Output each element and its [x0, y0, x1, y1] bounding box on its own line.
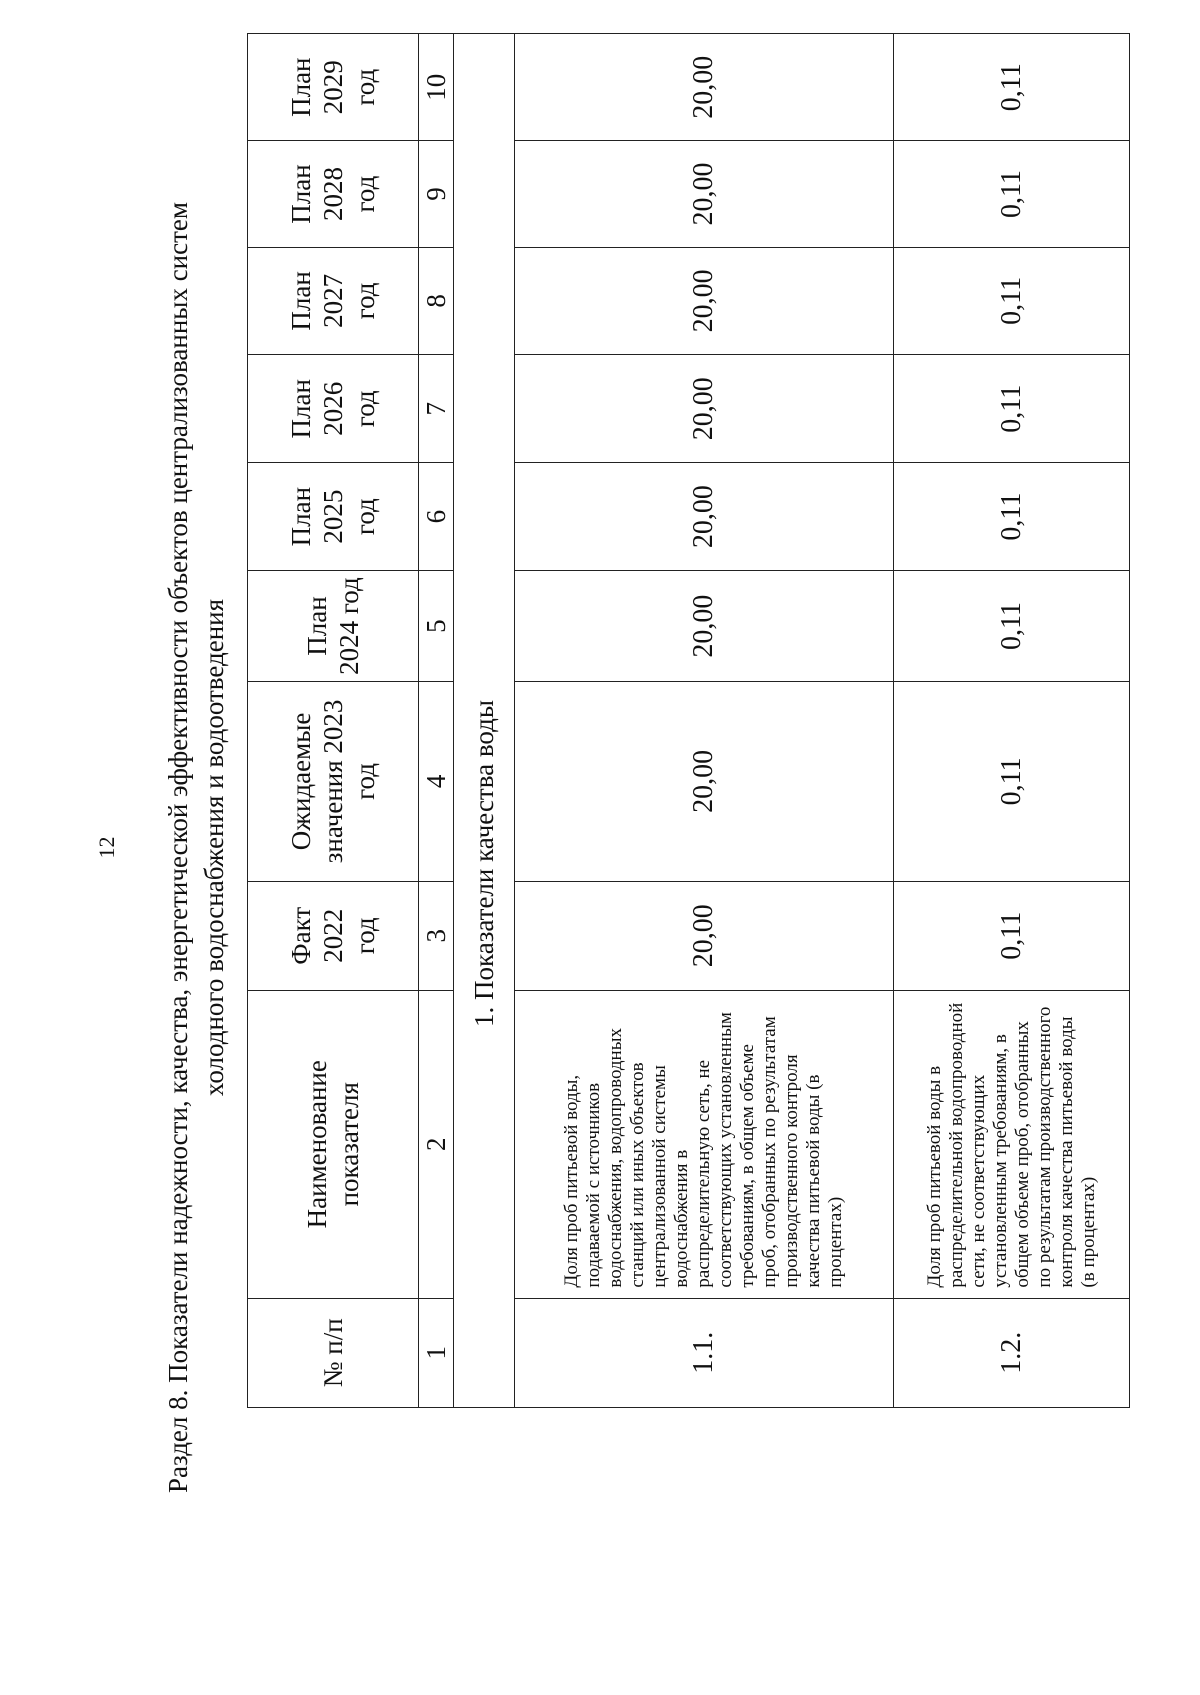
section-row — [454, 34, 515, 1408]
value-cell: 0,11 — [894, 570, 1130, 681]
value-cell: 20,00 — [515, 463, 894, 570]
value-cell: 0,11 — [894, 881, 1130, 990]
row-number: 1.1. — [515, 1298, 894, 1407]
column-number: 2 — [419, 990, 454, 1298]
header-cell: Наименование показателя — [248, 990, 419, 1298]
indicators-table — [247, 33, 1130, 1408]
column-number: 4 — [419, 682, 454, 881]
value-cell: 0,11 — [894, 463, 1130, 570]
column-number: 9 — [419, 141, 454, 247]
header-cell: План 2027 год — [248, 247, 419, 354]
header-cell: Ожидаемые значения 2023 год — [248, 682, 419, 881]
header-cell: План 2028 год — [248, 141, 419, 247]
title-line-1: Раздел 8. Показатели надежности, качества, энергетической эффективности объектов централизованных систем — [163, 202, 193, 1493]
column-number: 10 — [419, 34, 454, 141]
row-number: 1.2. — [894, 1298, 1130, 1407]
section-title — [160, 0, 232, 1695]
header-cell: Факт 2022 год — [248, 881, 419, 990]
value-cell: 0,11 — [894, 34, 1130, 141]
column-number: 7 — [419, 355, 454, 463]
column-number: 6 — [419, 463, 454, 570]
column-number: 1 — [419, 1298, 454, 1407]
table-row — [894, 34, 1130, 1408]
title-line-2: холодного водоснабжения и водоотведения — [199, 598, 229, 1097]
value-cell: 20,00 — [515, 881, 894, 990]
value-cell: 20,00 — [515, 355, 894, 463]
value-cell: 0,11 — [894, 141, 1130, 247]
header-cell: № п/п — [248, 1298, 419, 1407]
value-cell: 20,00 — [515, 34, 894, 141]
column-number: 3 — [419, 881, 454, 990]
indicator-name: Доля проб питьевой воды, подаваемой с источников водоснабжения, водопроводных станций или иных объектов централизованной системы водоснабжения в распределительную сеть, не соответствующих установленным требованиям, в общем объеме проб, отобранных по результатам производственного контроля качества питьевой воды (в процентах) — [515, 990, 894, 1298]
value-cell: 20,00 — [515, 682, 894, 881]
column-number: 5 — [419, 570, 454, 681]
header-cell: План 2024 год — [248, 570, 419, 681]
value-cell: 20,00 — [515, 141, 894, 247]
header-cell: План 2029 год — [248, 34, 419, 141]
value-cell: 20,00 — [515, 247, 894, 354]
header-cell: План 2025 год — [248, 463, 419, 570]
value-cell: 0,11 — [894, 355, 1130, 463]
table-row — [515, 34, 894, 1408]
header-cell: План 2026 год — [248, 355, 419, 463]
indicator-name: Доля проб питьевой воды в распределительной водопроводной сети, не соответствующих установленным требованиям, в общем объеме проб, отобранных по результатам производственного контроля качества питьевой воды (в процентах) — [894, 990, 1130, 1298]
section-heading: 1. Показатели качества воды — [454, 34, 515, 1408]
value-cell: 20,00 — [515, 570, 894, 681]
table-header-row — [248, 34, 419, 1408]
column-number: 8 — [419, 247, 454, 354]
page-number: 12 — [94, 836, 119, 859]
value-cell: 0,11 — [894, 682, 1130, 881]
value-cell: 0,11 — [894, 247, 1130, 354]
column-number-row — [419, 34, 454, 1408]
